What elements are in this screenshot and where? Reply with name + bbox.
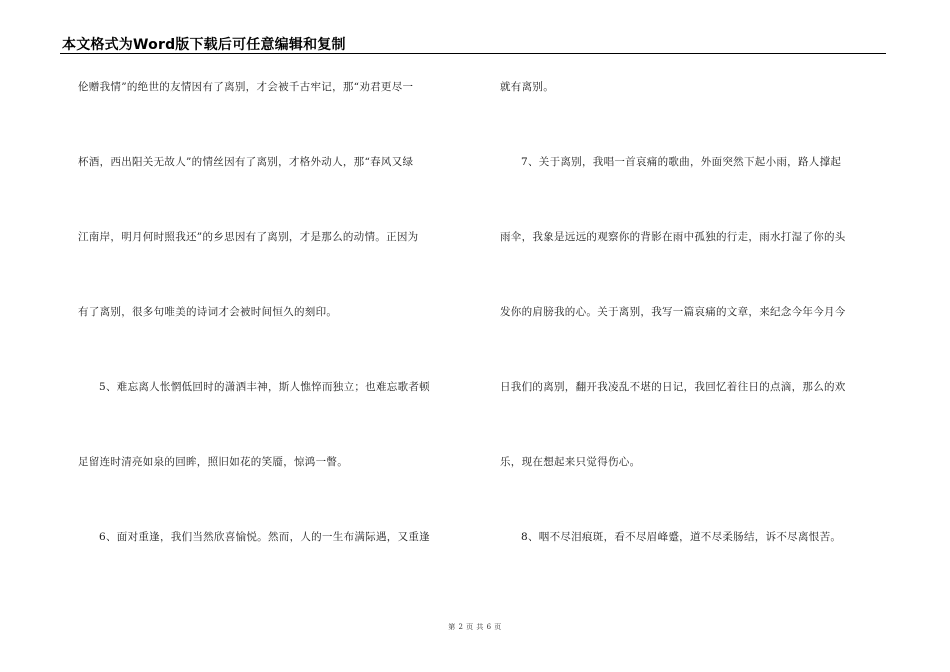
paragraph-line: 就有离别。: [500, 81, 554, 93]
paragraph-line: 5、难忘离人怅惘低回时的潇洒丰神，斯人憔悴而独立；也难忘歌者顿: [99, 381, 430, 393]
paragraph-line: 伦赠我情”的绝世的友情因有了离别，才会被千古牢记，那“劝君更尽一: [78, 81, 414, 93]
paragraph-line: 日我们的离别，翻开我凌乱不堪的日记，我回忆着往日的点滴，那么的欢: [500, 381, 846, 393]
left-text-column: [78, 78, 468, 603]
paragraph-line: 足留连时清亮如泉的回眸，照旧如花的笑靥，惊鸿一瞥。: [78, 456, 348, 468]
header-divider: [60, 53, 886, 54]
paragraph-line: 杯酒，西出阳关无故人”的情丝因有了离别，才格外动人，那“春风又绿: [78, 156, 414, 168]
paragraph-line: 雨伞，我象是远远的观察你的背影在雨中孤独的行走，雨水打湿了你的头: [500, 231, 846, 243]
paragraph-line: 发你的肩膀我的心。关于离别，我写一篇哀痛的文章，来纪念今年今月今: [500, 306, 846, 318]
document-header-title: 本文格式为Word版下载后可任意编辑和复制: [62, 37, 346, 53]
paragraph-line: 江南岸，明月何时照我还”的乡思因有了离别，才是那么的动情。正因为: [78, 231, 419, 243]
paragraph-line: 有了离别，很多句唯美的诗词才会被时间恒久的刻印。: [78, 306, 338, 318]
paragraph-line: 7、关于离别，我唱一首哀痛的歌曲，外面突然下起小雨，路人撑起: [521, 156, 842, 168]
paragraph-line: 6、面对重逢，我们当然欣喜愉悦。然而，人的一生布满际遇，又重逢: [99, 531, 430, 543]
page-number-footer: 第 2 页 共 6 页: [448, 623, 502, 631]
paragraph-line: 乐，现在想起来只觉得伤心。: [500, 456, 641, 468]
right-text-column: [500, 78, 890, 603]
paragraph-line: 8、咽不尽泪痕斑，看不尽眉峰蹙，道不尽柔肠结，诉不尽离恨苦。: [521, 531, 842, 543]
